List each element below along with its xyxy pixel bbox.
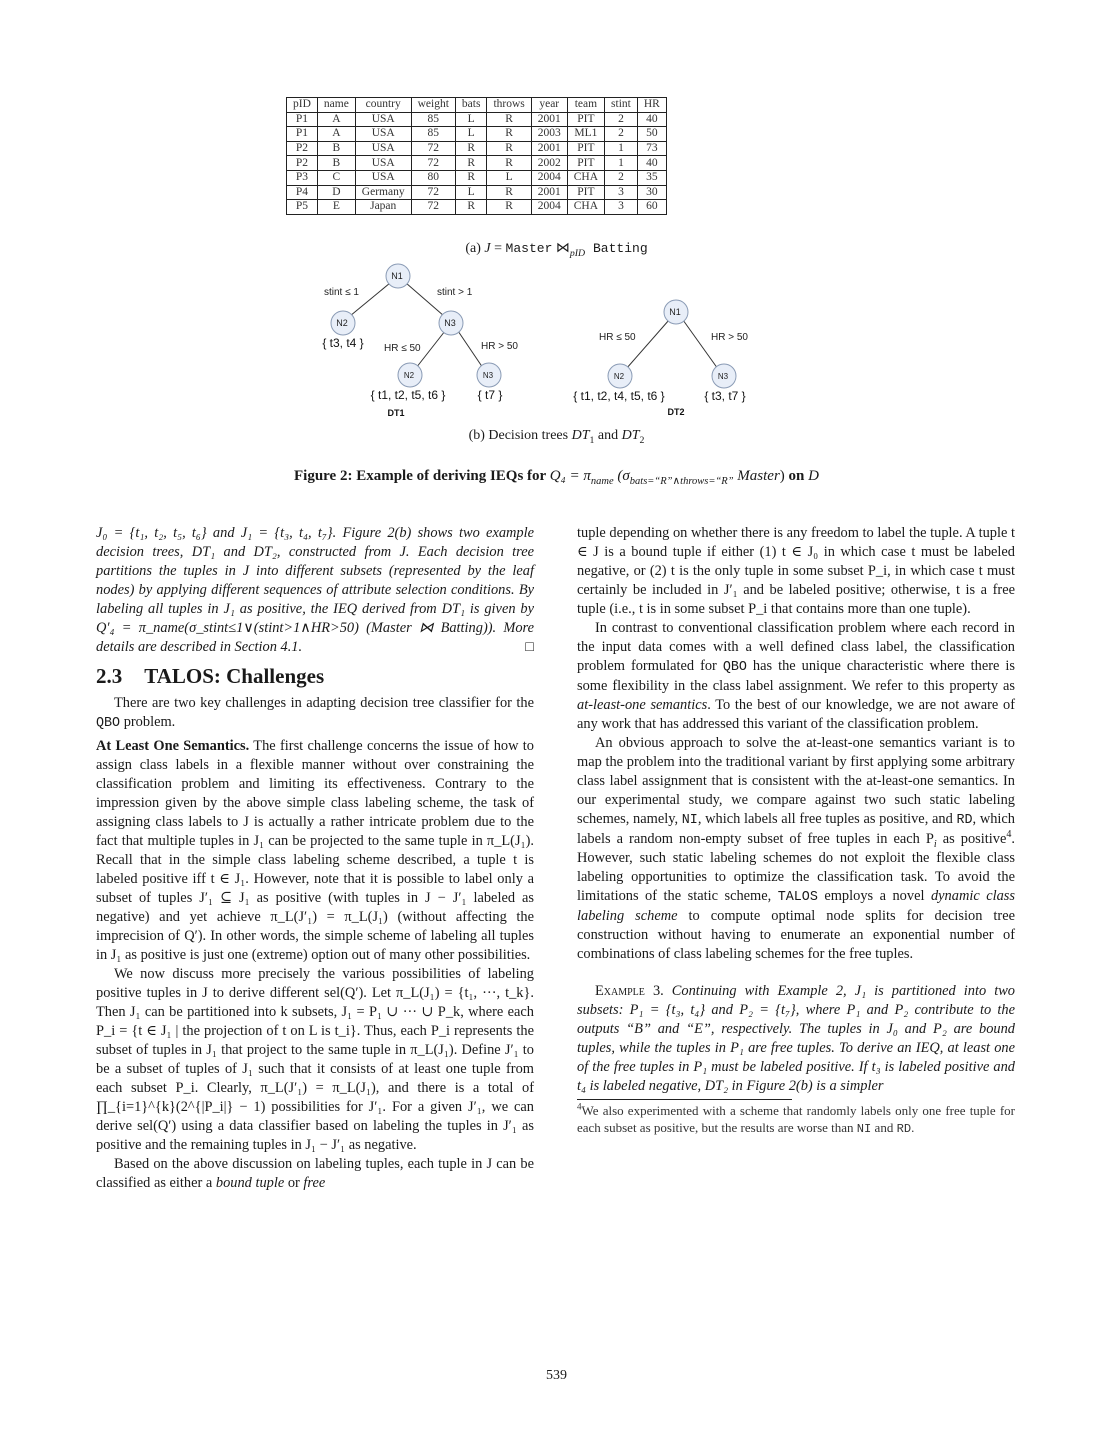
text: and (871, 1119, 897, 1135)
leaf-tuple-set: { t7 } (477, 388, 503, 402)
table-cell: 2 (605, 112, 638, 127)
table-cell: B (317, 141, 355, 156)
text: . (911, 1119, 915, 1135)
table-cell: 2002 (531, 156, 567, 171)
table-cell: 3 (605, 200, 638, 215)
text: has the unique characteristic where there is some flexibility in the class label assignment. We refer to this property as (577, 658, 1015, 694)
table-cell: 73 (637, 141, 666, 156)
section-title: TALOS: Challenges (144, 664, 325, 688)
term-dynamic-labeling: dynamic class labeling scheme (577, 888, 1015, 924)
column-header: weight (411, 98, 455, 113)
table-cell: 3 (605, 185, 638, 200)
right-column (577, 524, 1015, 1137)
paragraph (96, 965, 534, 1155)
table-cell: P3 (287, 170, 318, 185)
column-header: name (317, 98, 355, 113)
table-cell: CHA (567, 170, 604, 185)
footnote-divider (577, 1099, 792, 1100)
relation-master: Master (733, 468, 780, 484)
page-number: 539 (546, 1368, 567, 1383)
table-cell: A (317, 112, 355, 127)
text: In contrast to conventional classification problem where each record in the input data comes with a well defined class label, the classification problem formulated for (577, 620, 1015, 674)
table-cell: P4 (287, 185, 318, 200)
table-cell: 80 (411, 170, 455, 185)
node-label: N2 (336, 318, 348, 328)
paragraph (577, 619, 1015, 734)
text: problem. (120, 714, 176, 730)
section-number: 2.3 (96, 664, 123, 688)
table-cell: R (487, 127, 531, 142)
table-cell: CHA (567, 200, 604, 215)
table-cell: 2001 (531, 141, 567, 156)
table-cell: P1 (287, 127, 318, 142)
table-cell: D (317, 185, 355, 200)
selection-symbol: (σ (613, 468, 630, 484)
text: An obvious approach to solve the at-least-one semantics variant is to map the problem into the traditional variant by first applying some arbitrary class label assignment that is consistent with the at-least-one semantics. In our experimental study, we compare against two such static labeling schemes, namely, (577, 735, 1015, 827)
table-cell: Japan (355, 200, 411, 215)
term-at-least-one: at-least-one semantics (577, 697, 708, 713)
column-header: throws (487, 98, 531, 113)
table-cell: 40 (637, 112, 666, 127)
paren-close: ) (779, 468, 789, 484)
term-ni: NI (681, 813, 698, 828)
term-ni: NI (856, 1121, 872, 1136)
term-rd: RD (956, 813, 973, 828)
column-header: year (531, 98, 567, 113)
node-label: N2 (613, 372, 625, 381)
caption-on: on (788, 468, 809, 484)
edge-label: stint > 1 (437, 287, 473, 298)
leaf-tuple-set: { t3, t4 } (322, 336, 364, 350)
figure-caption (0, 468, 1113, 485)
node-label: N3 (717, 372, 729, 381)
edge-label: HR > 50 (481, 341, 518, 352)
term-qbo: QBO (722, 660, 747, 675)
table-cell: 50 (637, 127, 666, 142)
table-cell: 72 (411, 141, 455, 156)
table-cell: L (487, 170, 531, 185)
subcaption-j: J (484, 241, 491, 256)
table-cell: Germany (355, 185, 411, 200)
edge-label: stint ≤ 1 (324, 287, 359, 298)
example-3 (577, 982, 1015, 1096)
table-cell: USA (355, 127, 411, 142)
selection-subscript: bats=“R”∧throws=“R” (629, 476, 734, 487)
leaf-tuple-set: { t1, t2, t5, t6 } (370, 388, 446, 402)
database-d: D (808, 468, 819, 484)
table-cell: 72 (411, 185, 455, 200)
text: . To the best of our knowledge, we are not aware of any work that has addressed this variant of the classification problem. (577, 697, 1015, 732)
table-cell: 2004 (531, 200, 567, 215)
table-cell: R (455, 156, 487, 171)
term-rd: RD (896, 1121, 912, 1136)
table-cell: R (487, 185, 531, 200)
example-2-continuation (96, 524, 534, 657)
footnote-ref[interactable]: 4 (1006, 829, 1012, 841)
text: tuple depending on whether there is any freedom to label the tuple. A tuple t ∈ J is a bound tuple if either (1) t ∈ J₀ in which case t must be labeled negative, or (2) t is the only tuple in some subset P_i, in which case t must certainly be included in J′₁ and be labeled positive; otherwise, t is a free tuple (i.e., t is in some subset P_i that contains more than one tuple). (577, 525, 1015, 617)
subcaption-prefix: (b) Decision trees (468, 428, 572, 443)
table-cell: 85 (411, 112, 455, 127)
column-header: stint (605, 98, 638, 113)
leaf-tuple-set: { t1, t2, t4, t5, t6 } (573, 389, 665, 403)
figure-caption-label: Figure 2: Example of deriving IEQs for (294, 468, 550, 484)
table-cell: L (455, 185, 487, 200)
text: , which labels a random non-empty subset of free tuples in each P (577, 811, 1015, 847)
table-cell: 35 (637, 170, 666, 185)
node-label: N3 (482, 371, 494, 380)
table-cell: 2001 (531, 185, 567, 200)
term-free: free (303, 1175, 326, 1191)
table-cell: L (455, 127, 487, 142)
left-column (96, 524, 534, 1193)
table-cell: 85 (411, 127, 455, 142)
table-cell: B (317, 156, 355, 171)
table-cell: USA (355, 112, 411, 127)
tree-label-dt2: DT2 (667, 407, 685, 417)
edge-label: HR ≤ 50 (599, 332, 636, 343)
text: We now discuss more precisely the various possibilities of labeling positive tuples in J to derive different sel(Q′). Let π_L(J₁) = {t₁, ···, t_k}. Then J₁ can be partitioned into k subsets, J₁ = P₁ ∪ ··· ∪ P_k, where each P_i = {t ∈ J₁ | the projection of t on L is t_i}. Thus, each P_i represents the subset of tuples in J₁ that project to the same tuple in π_L(J₁). Define J′₁ to be a subset of tuples of J₁ such that it consists of at least one tuple from each subset P_i. Clearly, π_L(J′₁) = π_L(J₁), and there is a total of ∏_{i=1}^{k}(2^{|P_i|} − 1) possibilities for J′₁. For a given J′₁, we can derive sel(Q′) using a data classifier based on labeling the tuples in J′₁ as positive and the remaining tuples in J₁ − J′₁ as negative. (96, 966, 534, 1153)
join-subscript: pID (569, 247, 586, 259)
table-cell: R (487, 112, 531, 127)
table-cell: P1 (287, 112, 318, 127)
text: as positive (936, 831, 1007, 847)
table-cell: R (455, 200, 487, 215)
footnote (577, 1103, 1015, 1137)
projection-subscript: name (590, 476, 614, 487)
term-bound-tuple: bound tuple (215, 1175, 285, 1191)
text: or (284, 1175, 304, 1191)
table-cell: PIT (567, 141, 604, 156)
section-heading (96, 664, 534, 688)
subcaption-master: Master (505, 241, 553, 256)
column-header: country (355, 98, 411, 113)
subcaption-b: (b) Decision trees $DT_1$ and $DT_2$ (468, 428, 645, 446)
text: The first challenge concerns the issue of how to assign class labels in a flexible manner without over constraining the classification problem and limiting its effectiveness. Contrary to the impression given by the above simple class labeling scheme, the task of assigning class labels to J is actually a rather intricate problem due to the fact that multiple tuples in J₁ can be projected to the same tuple in π_L(J₁). Recall that in the simple class labeling scheme described, a tuple t is labeled positive iff t ∈ J₁. However, note that it is possible to label only a subset of tuples J′₁ ⊆ J₁ as positive (with tuples in J − J′₁ labeled as negative) and yet achieve π_L(J′₁) = π_L(J₁) (without affecting the imprecision of Q′). In other words, the simple scheme of labeling all tuples in J₁ as positive is just one (extreme) option out of many other possibilities. (96, 738, 534, 963)
subcaption-equals: = (490, 241, 506, 256)
table-cell: R (487, 200, 531, 215)
edge-label: HR > 50 (711, 332, 748, 343)
table-cell: ML1 (567, 127, 604, 142)
table-cell: 30 (637, 185, 666, 200)
paragraph (577, 524, 1015, 619)
column-header: team (567, 98, 604, 113)
text: We also experimented with a scheme that randomly labels only one free tuple for each subset as positive, but the results are worse than (577, 1103, 1015, 1135)
text: , which labels all free tuples as positive, and (697, 811, 957, 827)
table-cell: USA (355, 170, 411, 185)
node-label: N3 (444, 318, 456, 328)
table-cell: PIT (567, 185, 604, 200)
table-cell: P2 (287, 156, 318, 171)
table-cell: PIT (567, 112, 604, 127)
table-cell: PIT (567, 156, 604, 171)
example-label: Example 3. (595, 983, 664, 999)
node-label: N1 (669, 307, 681, 317)
example-text: J₀ = {t₁, t₂, t₅, t₆} and J₁ = {t₃, t₄, t₇}. Figure 2(b) shows two example decision trees, DT₁ and DT₂, constructed from J. Each decision tree partitions the tuples in J into different subsets (represented by the leaf nodes) by applying different sequences of attribute selection conditions. By labeling all tuples in J₁ as positive, the IEQ derived from DT₁ is given by Q′₄ = π_name(σ_stint≤1∨(stint>1∧HR>50) (Master ⋈ Batting)). More details are described in Section 4.1. (96, 525, 534, 655)
join-symbol: ⋈ (552, 241, 570, 256)
table-cell: R (455, 141, 487, 156)
table-cell: 60 (637, 200, 666, 215)
table-cell: 72 (411, 156, 455, 171)
term-talos: TALOS (777, 890, 818, 905)
table-cell: 2001 (531, 112, 567, 127)
table-cell: P5 (287, 200, 318, 215)
term-qbo: QBO (96, 716, 121, 731)
table-cell: R (455, 170, 487, 185)
text: Based on the above discussion on labeling tuples, each tuple in J can be classified as either a (96, 1156, 534, 1191)
table-cell: 2 (605, 170, 638, 185)
qed-symbol: □ (525, 639, 534, 655)
paragraph-heading: At Least One Semantics. (96, 738, 250, 754)
example-text: Continuing with Example 2, J₁ is partitioned into two subsets: P₁ = {t₃, t₄} and P₂ = {t₇}, where P₁ and P₂ contribute to the outputs “B” and “E”, respectively. The tuples in J₀ and P₂ are bound tuples, while the tuples in P₁ are free tuples. To derive an IEQ, at least one of the free tuples in P₁ must be labeled positive. If t₃ is labeled positive and t₄ is labeled negative, DT₂ in Figure 2(b) is a simpler (577, 983, 1015, 1094)
figure-caption-query: Q₄ = π (549, 468, 591, 484)
subcaption-and: and (594, 428, 622, 443)
paragraph (96, 1155, 534, 1193)
subcaption-dt2: DT (621, 428, 640, 443)
table-cell: R (487, 156, 531, 171)
text: There are two key challenges in adapting decision tree classifier for the (114, 695, 534, 711)
subcaption-dt1: DT (571, 428, 590, 443)
table-cell: R (487, 141, 531, 156)
table-cell: P2 (287, 141, 318, 156)
leaf-tuple-set: { t3, t7 } (704, 389, 746, 403)
table-cell: L (455, 112, 487, 127)
column-header: bats (455, 98, 487, 113)
text: employs a novel (817, 888, 931, 904)
column-header: HR (637, 98, 666, 113)
text: . However, such static labeling schemes do not exploit the flexible class labeling opportunities to optimize the classification task. To avoid the limitations of the static scheme, (577, 831, 1015, 904)
subcaption-batting: Batting (585, 241, 648, 256)
node-label: N1 (391, 271, 403, 281)
paragraph (96, 694, 534, 733)
tree-label-dt1: DT1 (387, 408, 405, 418)
table-cell: 1 (605, 141, 638, 156)
table-cell: E (317, 200, 355, 215)
edge-label: HR ≤ 50 (384, 343, 421, 354)
column-header: pID (287, 98, 318, 113)
table-cell: USA (355, 141, 411, 156)
subcaption-prefix: (a) (465, 241, 485, 256)
table-cell: USA (355, 156, 411, 171)
table-cell: C (317, 170, 355, 185)
paragraph: An obvious approach to solve the at-least-one semantics variant is to map the problem into the traditional variant by first applying some arbitrary class label assignment that is consistent with the at-least-one semantics. In our experimental study, we compare against two such static labeling schemes, namely, NI, which labels all free tuples as positive, and RD, which labels a random non-empty subset of free tuples in each $P_i$ as positive$^4$. However, such static labeling schemes do not exploit the flexible class labeling opportunities to optimize the classification task. To avoid the limitations of the static scheme, TALOS employs a novel dynamic class labeling scheme to compute optimal node splits for decision tree construction without having to enumerate an exponential number of combinations of class labeling schemes for the free tuples. (577, 735, 1015, 962)
table-cell: 2 (605, 127, 638, 142)
table-cell: 2003 (531, 127, 567, 142)
table-cell: A (317, 127, 355, 142)
footnote-mark: 4 (577, 1101, 582, 1112)
table-cell: 72 (411, 200, 455, 215)
table-cell: 40 (637, 156, 666, 171)
paragraph (96, 737, 534, 965)
node-label: N2 (403, 371, 415, 380)
table-cell: 1 (605, 156, 638, 171)
table-cell: 2004 (531, 170, 567, 185)
text: to compute optimal node splits for decision tree construction without having to enumerate an exponential number of combinations of class labeling schemes for the free tuples. (577, 908, 1015, 962)
decision-trees-figure (0, 0, 1113, 440)
